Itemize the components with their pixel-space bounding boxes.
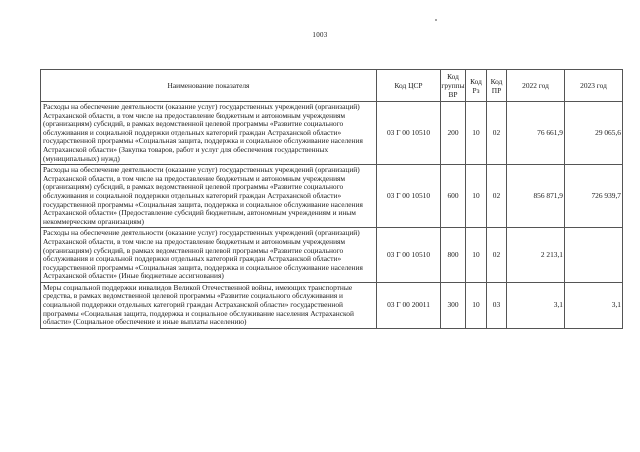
budget-table-container [40, 69, 622, 329]
budget-table [40, 69, 623, 329]
header-pr-line2: ПР [491, 85, 502, 95]
row-2022-cell: 3,1 [507, 282, 565, 328]
row-csr-cell: 03 Г 00 20011 [377, 282, 441, 328]
row-2023-cell: 3,1 [565, 282, 623, 328]
header-vr-line3: ВР [448, 90, 458, 99]
row-2023-cell: 726 939,7 [565, 165, 623, 228]
row-2022-cell: 2 213,1 [507, 228, 565, 283]
row-2022-cell: 856 871,9 [507, 165, 565, 228]
header-2023: 2023 год [565, 70, 623, 102]
header-rz-line2: Рз [472, 85, 480, 95]
row-pr-cell: 02 [487, 228, 507, 283]
row-vr-cell: 600 [441, 165, 466, 228]
row-rz-cell: 10 [466, 165, 487, 228]
table-row [41, 282, 623, 328]
table-header-row [41, 70, 623, 102]
row-vr-cell: 200 [441, 102, 466, 165]
header-csr: Код ЦСР [377, 70, 441, 102]
row-2023-cell [565, 228, 623, 283]
header-rz-line1: Код [470, 76, 482, 86]
table-row [41, 102, 623, 165]
row-2023-cell: 29 065,6 [565, 102, 623, 165]
scan-speck [435, 19, 437, 21]
row-name-cell: Меры социальной поддержки инвалидов Великой Отечественной войны, имеющих транспортные средства, в рамках ведомственной целевой программы «Развитие социального обслуживания и социальной поддержки отдельных категорий граждан Астраханской области» государственной программы «Социальная защита, поддержка и социальное обслуживание населения Астраханской области» (Социальное обеспечение и иные выплаты населению) [41, 282, 377, 328]
row-name-cell: Расходы на обеспечение деятельности (оказание услуг) государственных учреждений (организаций) Астраханской области, в том числе на предоставление бюджетным и автономным учреждениям (организациям) субсидий, в рамках ведомственной целевой программы «Развитие социального обслуживания и социальной поддержки отдельных категорий граждан Астраханской области» государственной программы «Социальная защита, поддержка и социальное обслуживание населения Астраханской области» (Иные бюджетные ассигнования) [41, 228, 377, 283]
row-vr-cell: 300 [441, 282, 466, 328]
row-csr-cell: 03 Г 00 10510 [377, 102, 441, 165]
row-pr-cell: 02 [487, 102, 507, 165]
row-name-cell: Расходы на обеспечение деятельности (оказание услуг) государственных учреждений (организаций) Астраханской области, в том числе на предоставление бюджетным и автономным учреждениям (организациям) субсидий, в рамках ведомственной целевой программы «Развитие социального обслуживания и социальной поддержки отдельных категорий граждан Астраханской области» государственной программы «Социальная защита, поддержка и социальное обслуживание населения Астраханской области» (Закупка товаров, работ и услуг для обеспечения государственных (муниципальных) нужд) [41, 102, 377, 165]
page-number: 1003 [312, 31, 328, 39]
row-rz-cell: 10 [466, 228, 487, 283]
row-pr-cell: 02 [487, 165, 507, 228]
header-name: Наименование показателя [41, 70, 377, 102]
row-vr-cell: 800 [441, 228, 466, 283]
table-row [41, 165, 623, 228]
row-csr-cell: 03 Г 00 10510 [377, 228, 441, 283]
row-2022-cell: 76 661,9 [507, 102, 565, 165]
row-rz-cell: 10 [466, 282, 487, 328]
header-pr-line1: Код [490, 76, 503, 86]
header-rz [466, 70, 487, 102]
header-2022: 2022 год [507, 70, 565, 102]
header-vr-line2: группы [441, 81, 465, 90]
row-csr-cell: 03 Г 00 10510 [377, 165, 441, 228]
header-pr [487, 70, 507, 102]
header-vr [441, 70, 466, 102]
row-rz-cell: 10 [466, 102, 487, 165]
table-row [41, 228, 623, 283]
row-pr-cell: 03 [487, 282, 507, 328]
row-name-cell: Расходы на обеспечение деятельности (оказание услуг) государственных учреждений (организаций) Астраханской области, в том числе на предоставление бюджетным и автономным учреждениям (организациям) субсидий, в рамках ведомственной целевой программы «Развитие социального обслуживания и социальной поддержки отдельных категорий граждан Астраханской области» государственной программы «Социальная защита, поддержка и социальное обслуживание населения Астраханской области» (Предоставление субсидий бюджетным, автономным учреждениям и иным некоммерческим организациям) [41, 165, 377, 228]
header-vr-line1: Код [447, 72, 459, 81]
